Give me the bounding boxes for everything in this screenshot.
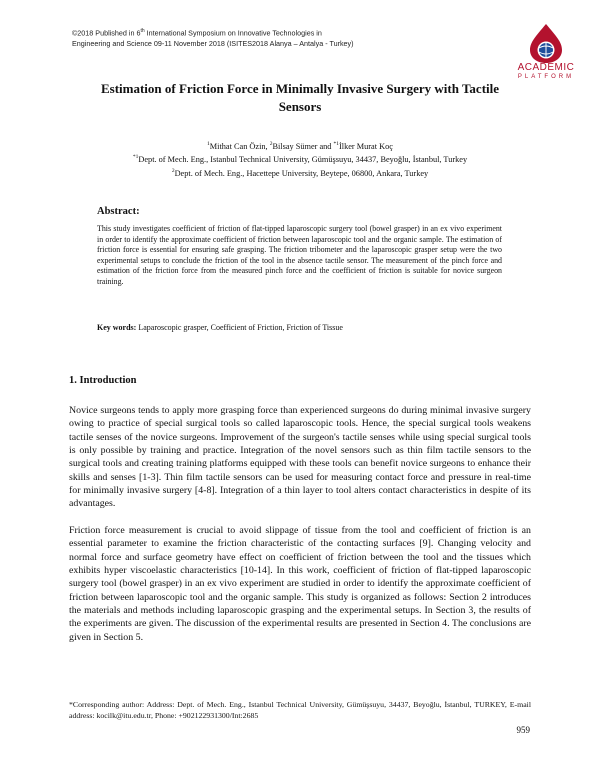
page-number: 959 <box>516 725 530 735</box>
author-names: $^1$Mithat Can Özin, $^2$Bilsay Sümer and $^{*1}$İlker Murat Koç <box>207 141 393 151</box>
intro-paragraph-1: Novice surgeons tends to apply more grasping force than experienced surgeons do during minimal invasive surgery owing to practice of special surgical tools so called laparoscopic tools. Hence, the special surgical tools weakens tactile senses of the novice surgeons. Improvement of the surgeon's tactile senses while using special surgical tools is only possible by training and practice. Integration of the novel sensors such as thin film tactile sensors to the surgical tools and creating training platforms equipped with these tools can benefit novice surgeons to enhance their skills and senses [1-3]. Thin film tactile sensors can be used for measuring contact force and pressure in real-time for minimally invasive surgery [4-8]. Integration of a thin layer to tool alters contact characteristics in despite of its advantages. <box>69 405 531 510</box>
abstract-heading: Abstract: <box>97 206 140 217</box>
logo-text-platform: PLATFORM <box>517 74 575 80</box>
keywords-label: Key words: <box>97 323 137 332</box>
affiliation-1: $^{*1}$Dept. of Mech. Eng., Istanbul Technical University, Gümüşsuyu, 34437, Beyoğlu, İstanbul, Turkey <box>132 154 468 165</box>
logo-text <box>506 62 586 81</box>
header-line-2: Engineering and Science 09-11 November 2018 (ISITES2018 Alanya – Antalya - Turkey) <box>72 39 354 49</box>
keywords-list: Laparoscopic grasper, Coefficient of Friction, Friction of Tissue <box>136 323 343 332</box>
keywords <box>97 322 502 333</box>
abstract-body: This study investigates coefficient of friction of flat-tipped laparoscopic surgery tool (bowel grasper) in an ex vivo experiment in order to identify the approximate coefficient of friction between laparoscopic tool and the organic sample. The estimation of friction force is essential for ensuring safe grasping. The friction tribometer and the laparoscopic grasper setup were the two experimental setups to conclude the friction of the tool in the absence tactile sensor. The measurement of the pinch force and estimation of the friction force from the measured pinch force and the coefficient of friction is suitable for novice surgeon training. <box>97 224 502 286</box>
author-block <box>80 139 520 179</box>
affiliation-2: $^2$Dept. of Mech. Eng., Hacettepe University, Beytepe, 06800, Ankara, Turkey <box>171 167 429 178</box>
section-heading-introduction: 1. Introduction <box>69 375 137 386</box>
publication-header <box>72 26 452 49</box>
logo-emblem-icon <box>506 22 586 64</box>
logo-text-academic: ACADEMIC <box>517 62 575 73</box>
paper-title: Estimation of Friction Force in Minimally Invasive Surgery with Tactile Sensors <box>100 81 500 114</box>
corresponding-author-footnote: *Corresponding author: Address: Dept. of Mech. Eng., Istanbul Technical University, Gümüşsuyu, 34437, Beyoğlu, İstanbul, TURKEY, E-mail address: kocilk@itu.edu.tr, Phone: +902122931300/Int:2685 <box>69 700 531 720</box>
author-name: Mithat Can Özin, <box>209 141 270 151</box>
author-name: İlker Murat Koç <box>339 141 393 151</box>
header-line-1: ©2018 Published in 6th International Symposium on Innovative Technologies in <box>72 28 322 38</box>
intro-paragraph-2: Friction force measurement is crucial to avoid slippage of tissue from the tool and coefficient of friction is an essential parameter to examine the friction characteristic of the contacting surfaces [9]. Changing velocity and normal force and surface geometry have effect on coefficient of friction between the tool and the tissues which exhibits hyper viscoelastic characteristics [10-14]. In this work, coefficient of friction of flat-tipped laparoscopic surgery tool (bowel grasper) in an ex vivo experiment are studied in order to identify the approximate coefficient of friction between laparoscopic tool and the organic sample. This study is organized as follows: Section 2 introduces the materials and methods including laparoscopic grasping and the experimental setups. In Section 3, the results of the experiments are given. The discussion of the experimental results are presented in Section 4. The conclusions are given in Section 5. <box>69 525 531 643</box>
author-name: Bilsay Sümer and <box>272 141 334 151</box>
